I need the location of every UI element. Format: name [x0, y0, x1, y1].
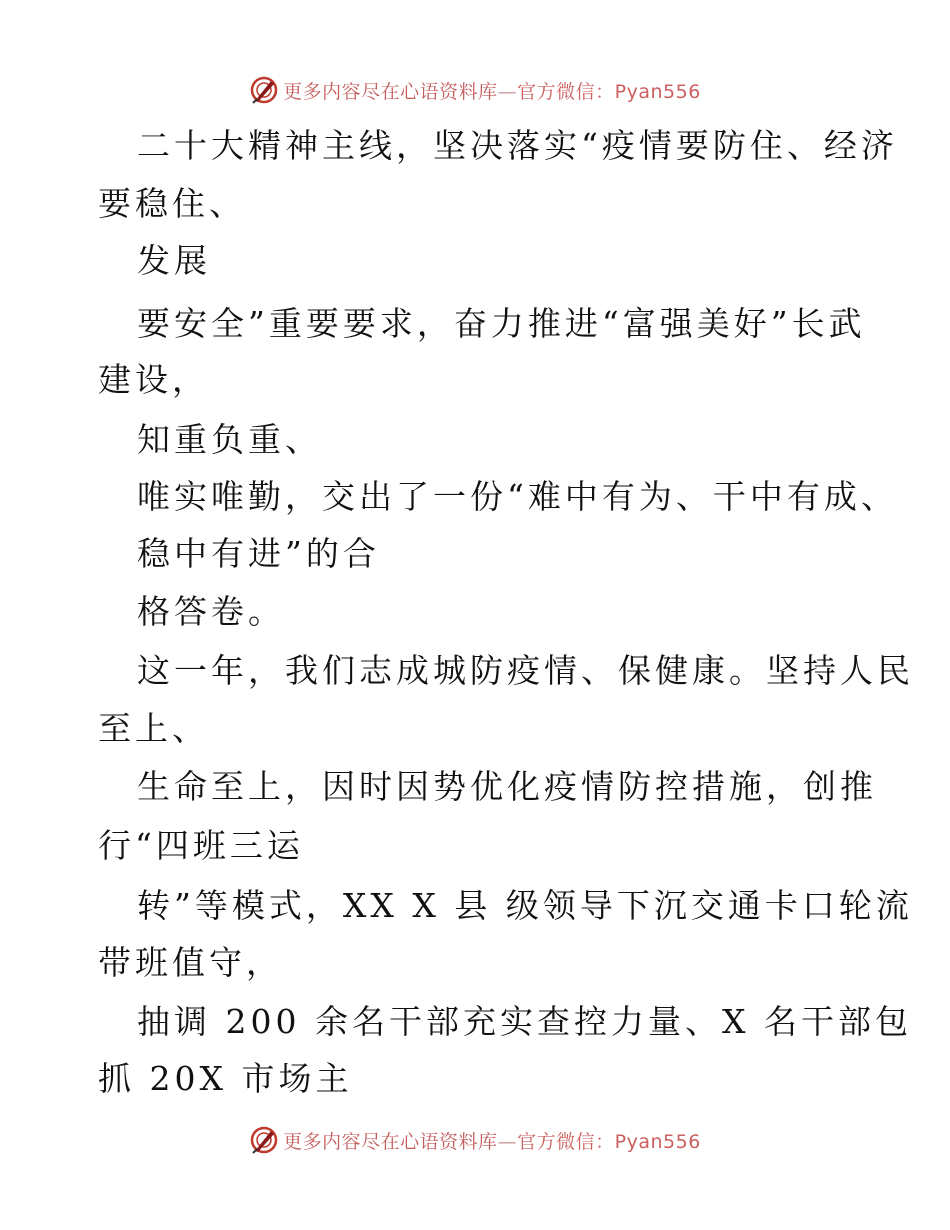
- text-line: 格答卷。: [137, 592, 285, 631]
- text-line: 带班值守，: [98, 943, 283, 982]
- text-line: 行“四班三运: [98, 826, 304, 865]
- footer-dash: —: [497, 1130, 518, 1153]
- text-line: 唯实唯勤，交出了一份“难中有为、干中有成、: [137, 477, 898, 516]
- footer-watermark: [0, 1120, 950, 1160]
- header-watermark-text: [283, 77, 701, 104]
- text-line: 抓 20X 市场主: [98, 1059, 353, 1098]
- header-prefix: 更多内容尽在心语资料库: [283, 80, 498, 103]
- document-body: [0, 118, 950, 1108]
- text-line: 要安全”重要要求，奋力推进“富强美好”长武: [137, 304, 866, 343]
- text-line: 发展: [137, 241, 211, 280]
- text-line: 二十大精神主线，坚决落实“疫情要防住、经济: [137, 126, 898, 165]
- header-dash: —: [497, 80, 518, 103]
- text-line: 知重负重、: [137, 420, 322, 459]
- text-line: 抽调 200 余名干部充实查控力量、X 名干部包: [137, 1002, 912, 1041]
- text-line: 转”等模式，XX X 县 级领导下沉交通卡口轮流: [137, 886, 913, 925]
- text-line: 至上、: [98, 709, 209, 748]
- header-wechat: 官方微信：Pyan556: [517, 80, 701, 103]
- text-line: 要稳住、: [98, 184, 246, 223]
- text-line: 建设，: [98, 360, 209, 399]
- text-line: 这一年，我们志成城防疫情、保健康。坚持人民: [137, 651, 914, 690]
- footer-prefix: 更多内容尽在心语资料库: [283, 1130, 498, 1153]
- header-watermark: [0, 70, 950, 110]
- text-line: 生命至上，因时因势优化疫情防控措施，创推: [137, 767, 877, 806]
- footer-wechat: 官方微信：Pyan556: [517, 1130, 701, 1153]
- quill-pen-logo-icon: [249, 75, 279, 105]
- quill-pen-logo-icon: [249, 1125, 279, 1155]
- footer-watermark-text: [283, 1127, 701, 1154]
- text-line: 稳中有进”的合: [137, 534, 380, 573]
